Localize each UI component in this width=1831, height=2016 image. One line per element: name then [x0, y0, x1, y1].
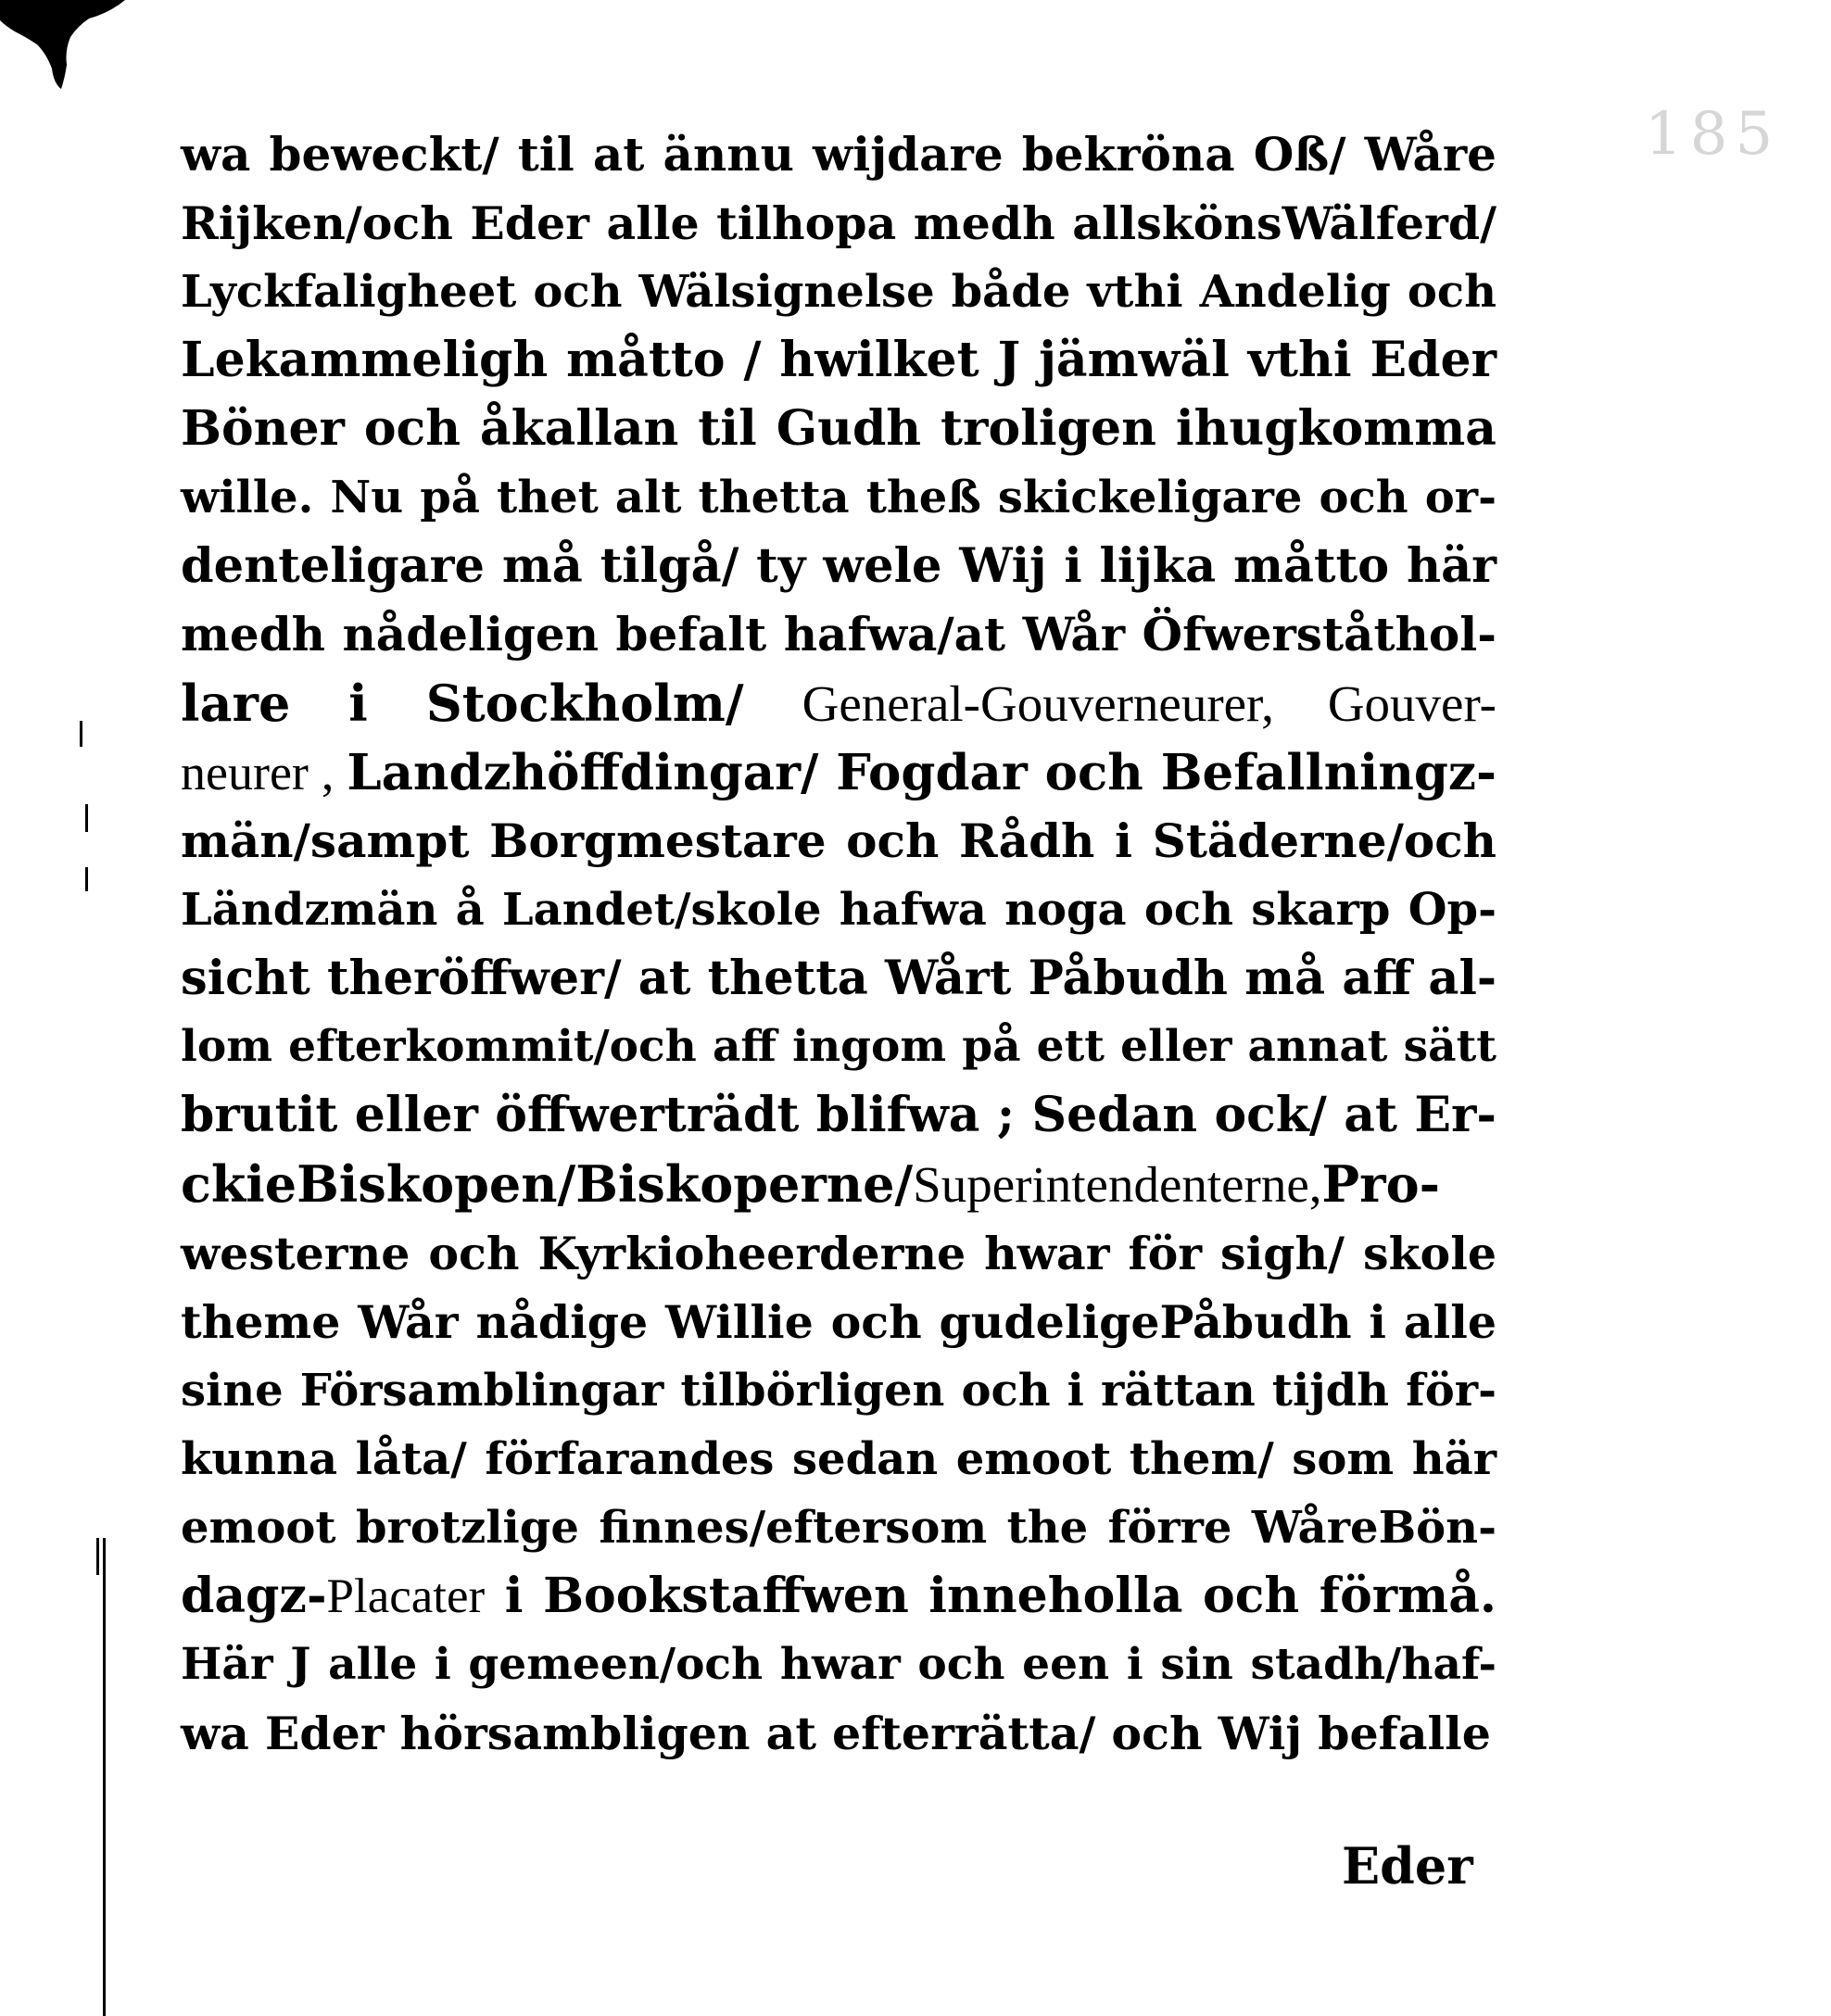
fraktur-segment: wa Eder hörsambligen at efterrätta/ och Wij befalle — [181, 1707, 1491, 1760]
binding-edge-rule — [103, 1538, 106, 2016]
fraktur-segment: emoot brotzlige finnes/eftersom the förre WåreBön- — [181, 1502, 1496, 1554]
text-line — [181, 1425, 1496, 1493]
fraktur-segment: dagz- — [181, 1568, 327, 1624]
text-line — [181, 1356, 1496, 1425]
text-line — [181, 738, 1496, 807]
fraktur-segment: ckieBiskopen/Biskoperne/ — [181, 1154, 914, 1214]
text-line — [181, 600, 1496, 669]
text-line — [181, 944, 1496, 1013]
margin-mark — [96, 1538, 99, 1575]
text-line — [181, 1631, 1496, 1699]
fraktur-segment: denteligare må tilgå/ ty wele Wij i lijka måtto här — [181, 538, 1496, 594]
text-line — [181, 532, 1496, 600]
fraktur-segment: westerne och Kyrkioheerderne hwar för sigh/ skole — [181, 1227, 1496, 1280]
antiqua-segment: neurer , — [181, 745, 347, 800]
fraktur-segment: Landzhöffdingar/ Fogdar och Befallningz- — [347, 744, 1497, 801]
proclamation-text-block — [181, 120, 1496, 1768]
text-line — [181, 1493, 1496, 1562]
fraktur-segment: theme Wår nådige Willie och gudeligePåbudh i alle — [181, 1295, 1496, 1349]
fraktur-segment: Ländzmän å Landet/skole hafwa noga och skarp Op- — [181, 884, 1496, 936]
fraktur-segment: medh nådeligen befalt hafwa/at Wår Öfwerståthol- — [181, 607, 1496, 662]
fraktur-segment: kunna låta/ förfarandes sedan emoot them/ som här — [181, 1433, 1496, 1485]
fraktur-segment: Pro- — [1321, 1154, 1441, 1214]
fraktur-segment: Böner och åkallan til Gudh troligen ihugkomma — [181, 400, 1496, 457]
fraktur-segment: män/sampt Borgmestare och Rådh i Städerne/och — [181, 813, 1496, 868]
text-line — [181, 1081, 1496, 1150]
fraktur-segment: brutit eller öffwerträdt blifwa ; Sedan ock/ at Er- — [181, 1087, 1496, 1143]
margin-mark — [80, 721, 82, 747]
ink-blot-mark — [0, 0, 148, 102]
text-line — [181, 1288, 1496, 1356]
margin-mark — [85, 804, 88, 832]
text-line — [181, 1150, 1496, 1219]
fraktur-segment: Lekammeligh måtto / hwilket J jämwäl vthi Eder — [181, 332, 1496, 388]
fraktur-segment: sine Församblingar tilbörligen och i rättan tijdh för- — [181, 1365, 1496, 1417]
page-number: 185 — [1645, 100, 1781, 169]
text-line — [181, 669, 1496, 738]
fraktur-segment: Rijken/och Eder alle tilhopa medh allskönsWälferd/ — [181, 196, 1496, 250]
text-line — [181, 876, 1496, 944]
catchword: Eder — [1342, 1836, 1473, 1896]
antiqua-segment: Placater — [326, 1569, 486, 1623]
text-line — [181, 395, 1496, 463]
text-line — [181, 120, 1496, 189]
text-line — [181, 807, 1496, 876]
fraktur-segment: lare i Stockholm/ — [181, 674, 802, 733]
text-line — [181, 1013, 1496, 1081]
antiqua-segment: General-Gouverneurer, Gouver- — [802, 675, 1496, 732]
fraktur-segment: Lyckfaligheet och Wälsignelse både vthi Andelig och — [181, 266, 1496, 318]
text-line — [181, 463, 1496, 532]
text-line — [181, 1699, 1496, 1768]
margin-mark — [85, 867, 88, 891]
text-line — [181, 258, 1496, 326]
text-line — [181, 1219, 1496, 1288]
fraktur-segment: Här J alle i gemeen/och hwar och een i sin stadh/haf- — [181, 1639, 1496, 1690]
fraktur-segment: lom efterkommit/och aff ingom på ett eller annat sätt — [181, 1021, 1496, 1072]
fraktur-segment: i Bookstaffwen inneholla och förmå. — [485, 1568, 1496, 1624]
text-line — [181, 326, 1496, 395]
antiqua-segment: Superintendenterne, — [913, 1156, 1322, 1213]
text-line — [181, 189, 1496, 258]
fraktur-segment: wille. Nu på thet alt thetta theß skickeligare och or- — [181, 472, 1496, 523]
fraktur-segment: wa beweckt/ til at ännu wijdare bekröna Oß/ Wåre — [181, 127, 1496, 182]
text-line — [181, 1562, 1496, 1631]
fraktur-segment: sicht theröffwer/ at thetta Wårt Påbudh må aff al- — [181, 951, 1496, 1006]
